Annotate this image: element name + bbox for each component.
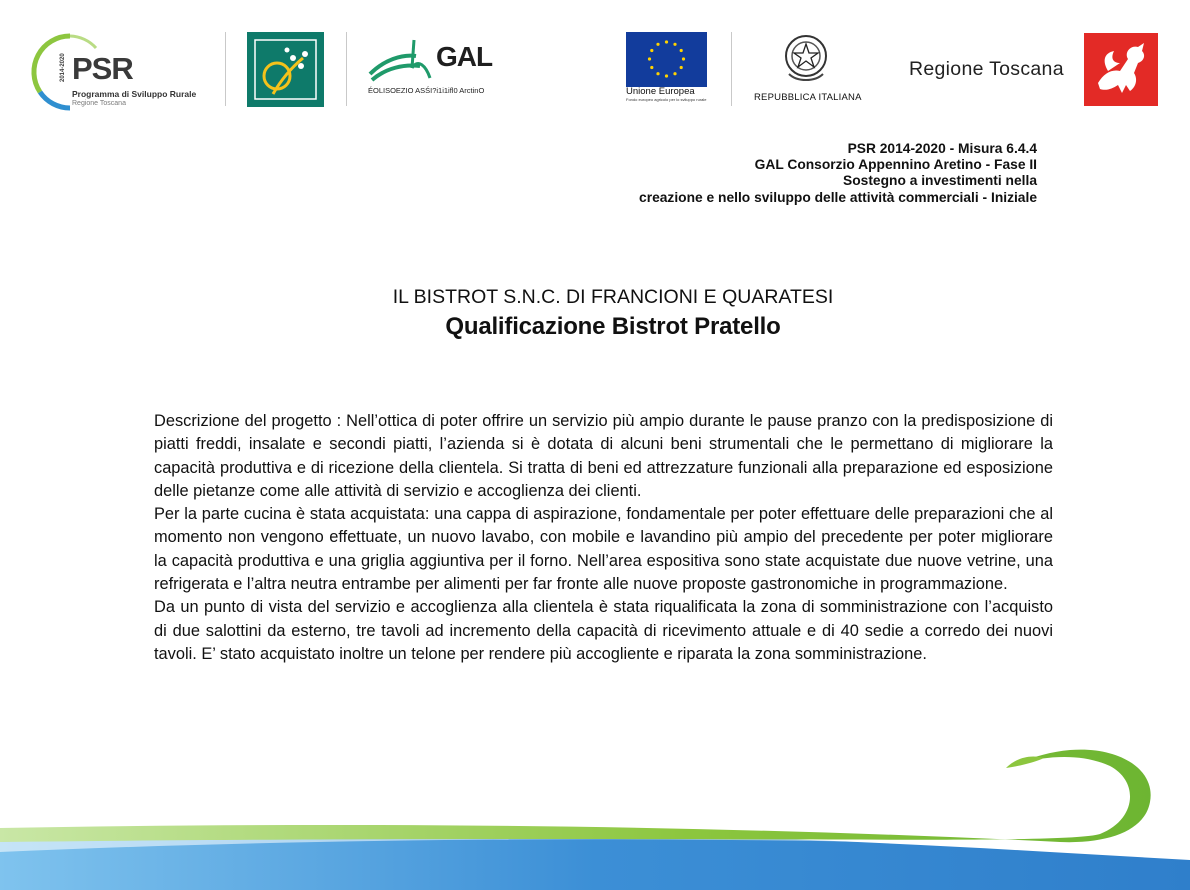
body-paragraph: Descrizione del progetto : Nell’ottica di poter offrire un servizio più ampio durante le pause pranzo con la predisposizione di piatti freddi, insalate e secondi piatti, l’azienda si è dotata di alcuni beni strumentali che le permettano di migliorare la capacità produttiva e di ricezione della clientela. Si tratta di beni ed attrezzature funzionali alla preparazione ed esposizione delle pietanze come alle attività di servizio e accoglienza dei clienti. (154, 412, 1053, 500)
leader-wheat-icon (247, 32, 324, 107)
gal-title: GAL (436, 41, 493, 72)
psr-title: PSR (72, 51, 133, 86)
measure-line: GAL Consorzio Appennino Aretino - Fase II (754, 157, 1037, 173)
psr-subtitle: Programma di Sviluppo Rurale (72, 89, 197, 99)
psr-logo (30, 32, 210, 108)
repubblica-label: REPUBBLICA ITALIANA (754, 92, 862, 103)
body-paragraph: Da un punto di vista del servizio e accoglienza alla clientela è stata riqualificata la zona di somministrazione con l’acquisto di due salottini da esterno, tre tavoli ad incremento della capacità di ricevimento attuale e di 40 sedie a corredo dei nuovi tavoli. E’ stato acquistato inoltre un telone per rendere più accogliente e riparata la zona somministrazione. (154, 598, 1053, 663)
logo-divider (346, 32, 347, 106)
gal-hills-icon (368, 38, 432, 82)
toscana-pegasus-icon (1084, 33, 1158, 106)
leader-logo (247, 32, 324, 107)
logo-divider (225, 32, 226, 106)
measure-block (639, 141, 1037, 206)
project-title: Qualificazione Bistrot Pratello (445, 313, 781, 340)
psr-years: 2014-2020 (60, 53, 66, 82)
project-description (154, 410, 1053, 666)
logo-divider (731, 32, 732, 106)
measure-line: Sostegno a investimenti nella (843, 173, 1037, 189)
psr-region: Regione Toscana (72, 100, 126, 107)
toscana-label: Regione Toscana (909, 58, 1064, 80)
gal-logo (368, 38, 528, 100)
repubblica-emblem-icon (781, 30, 831, 86)
company-name: IL BISTROT S.N.C. DI FRANCIONI E QUARATESI (392, 286, 834, 308)
footer-wave-decoration (0, 730, 1190, 890)
measure-line: creazione e nello sviluppo delle attività commerciali - Iniziale (639, 189, 1037, 205)
eu-fine-print: Fondo europeo agricolo per lo sviluppo rurale (626, 97, 707, 102)
gal-subtitle: ÉOLISOEZIO ASŚI?i1i1ifl0 ArctinO (368, 86, 485, 95)
eu-flag-icon (626, 32, 707, 87)
eu-label: Unione Europea (626, 86, 695, 97)
measure-line: PSR 2014-2020 - Misura 6.4.4 (847, 141, 1037, 156)
body-paragraph: Per la parte cucina è stata acquistata: una cappa di aspirazione, fondamentale per poter effettuare delle preparazioni che al momento non vengono effettuate, un nuovo lavabo, con mobile e lavandino più ampio del precedente per poter migliorare la capacità produttiva e una griglia aggiuntiva per il forno. Nell’area espositiva sono state acquistate due nuove vetrine, una refrigerata e l’altra neutra entrambe per alimenti per far fronte alle nuove proposte gastronomiche in programmazione. (154, 505, 1053, 594)
